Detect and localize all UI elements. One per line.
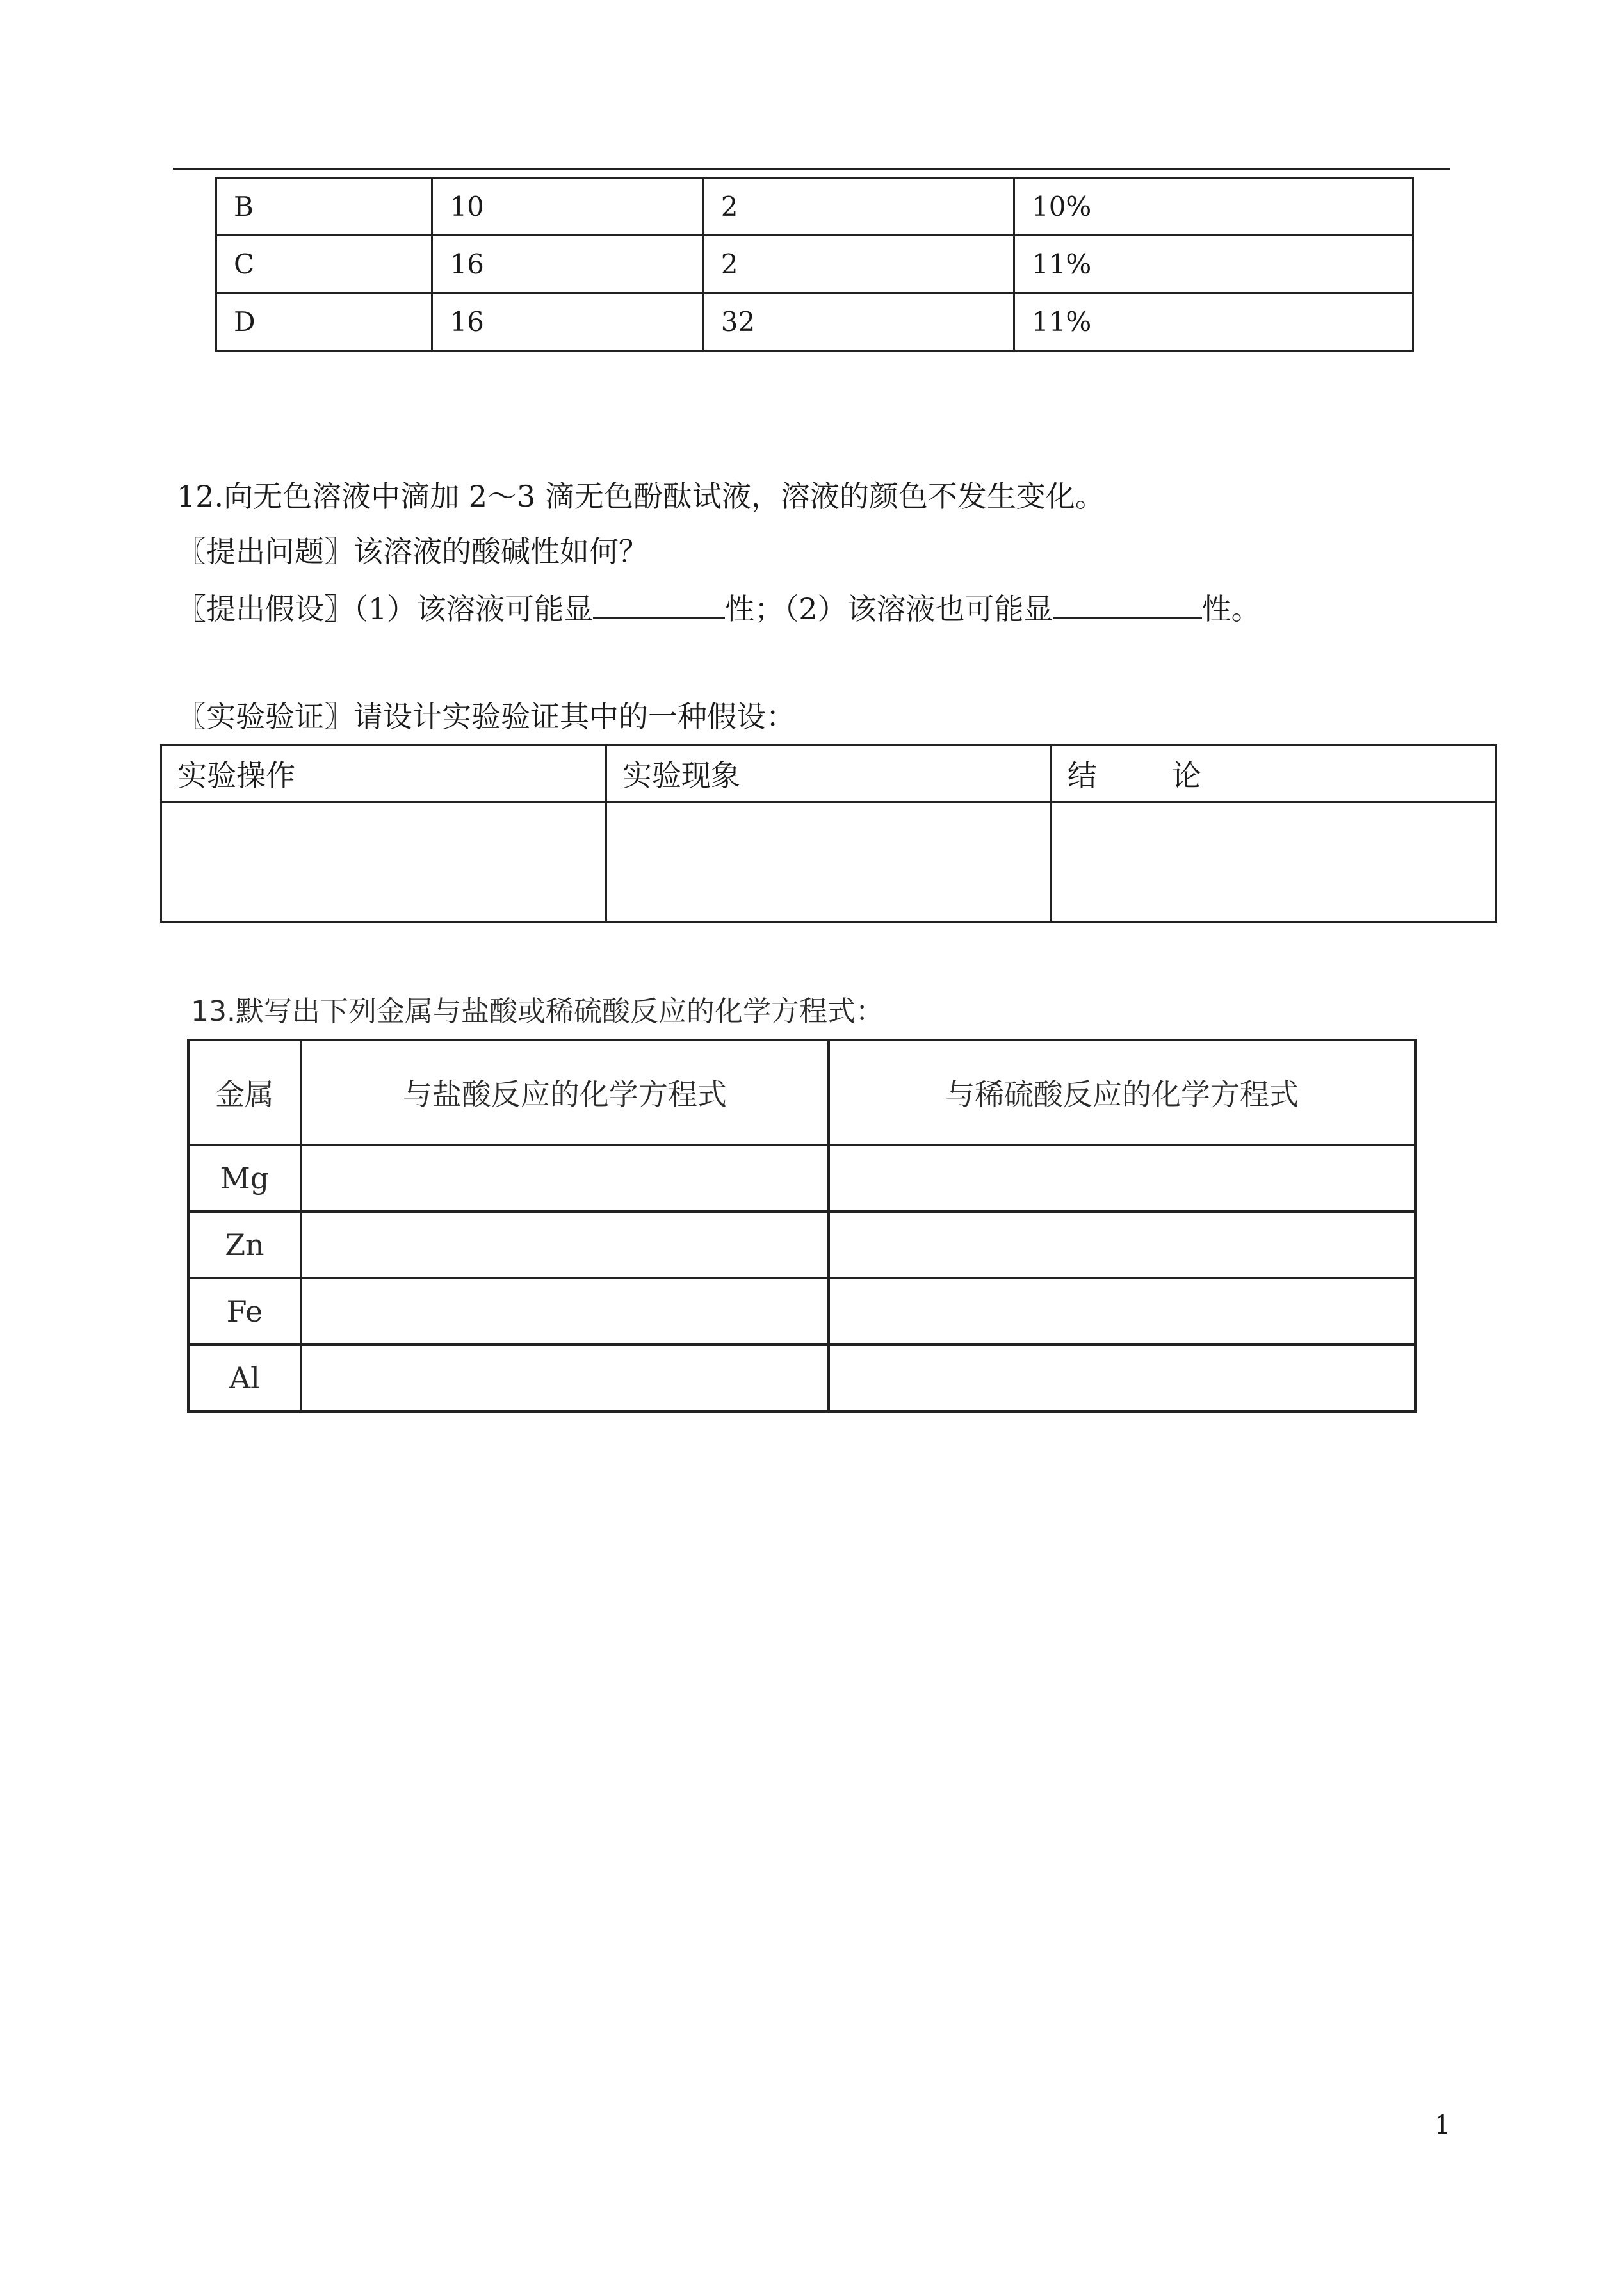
q13-title: 13.默写出下列金属与盐酸或稀硫酸反应的化学方程式：: [191, 995, 884, 1028]
answer-cell-operation[interactable]: [161, 802, 606, 922]
data-table: [215, 177, 1414, 352]
table-cell: 32: [703, 293, 1014, 351]
hypothesis-text-1: 〖提出假设〗（1）该溶液可能显: [177, 592, 594, 626]
table-cell: 11%: [1014, 236, 1413, 293]
q12-stem: 12.向无色溶液中滴加 2～3 滴无色酚酞试液，溶液的颜色不发生变化。: [177, 479, 1105, 514]
metal-label: Zn: [188, 1212, 301, 1278]
metal-label: Fe: [188, 1278, 301, 1345]
table-cell: 16: [432, 293, 703, 351]
answer-blank-2[interactable]: [1053, 592, 1202, 619]
answer-cell[interactable]: [301, 1145, 829, 1212]
table-cell: 2: [703, 178, 1014, 236]
answer-cell[interactable]: [829, 1212, 1415, 1278]
answer-cell[interactable]: [301, 1345, 829, 1411]
table-cell: 10: [432, 178, 703, 236]
answer-cell[interactable]: [301, 1212, 829, 1278]
table-row: [188, 1278, 1415, 1345]
table-header-row: [188, 1040, 1415, 1145]
table-row: [161, 802, 1497, 922]
metal-label: Mg: [188, 1145, 301, 1212]
table-row: [188, 1345, 1415, 1411]
table-cell: B: [216, 178, 432, 236]
header-conclusion: 结 论: [1051, 745, 1496, 802]
header-rule: [173, 168, 1450, 170]
metal-label: Al: [188, 1345, 301, 1411]
table-cell: C: [216, 236, 432, 293]
q12-hypothesis: [177, 592, 1261, 624]
table-cell: 10%: [1014, 178, 1413, 236]
hypothesis-text-2: 性；（2）该溶液也可能显: [725, 592, 1053, 626]
q12-verify: 〖实验验证〗请设计实验验证其中的一种假设：: [177, 699, 795, 734]
header-metal: 金属: [188, 1040, 301, 1145]
table-cell: 11%: [1014, 293, 1413, 351]
table-cell: D: [216, 293, 432, 351]
experiment-table: [160, 744, 1497, 923]
table-row: [188, 1145, 1415, 1212]
table-row: [216, 178, 1413, 236]
header-operation: 实验操作: [161, 745, 606, 802]
table-cell: 2: [703, 236, 1014, 293]
table-row: [216, 293, 1413, 351]
table-row: [216, 236, 1413, 293]
answer-cell-conclusion[interactable]: [1051, 802, 1496, 922]
header-h2so4-equation: 与稀硫酸反应的化学方程式: [829, 1040, 1415, 1145]
page-number: 1: [1434, 2111, 1451, 2140]
table-row: [188, 1212, 1415, 1278]
header-hcl-equation: 与盐酸反应的化学方程式: [301, 1040, 829, 1145]
answer-cell[interactable]: [829, 1145, 1415, 1212]
header-phenomenon: 实验现象: [606, 745, 1051, 802]
answer-cell[interactable]: [829, 1278, 1415, 1345]
answer-cell-phenomenon[interactable]: [606, 802, 1051, 922]
table-header-row: [161, 745, 1497, 802]
answer-blank-1[interactable]: [593, 592, 725, 619]
answer-cell[interactable]: [301, 1278, 829, 1345]
hypothesis-text-3: 性。: [1201, 592, 1261, 626]
q12-question: 〖提出问题〗该溶液的酸碱性如何？: [177, 534, 648, 569]
equation-table: [187, 1039, 1417, 1413]
answer-cell[interactable]: [829, 1345, 1415, 1411]
table-cell: 16: [432, 236, 703, 293]
